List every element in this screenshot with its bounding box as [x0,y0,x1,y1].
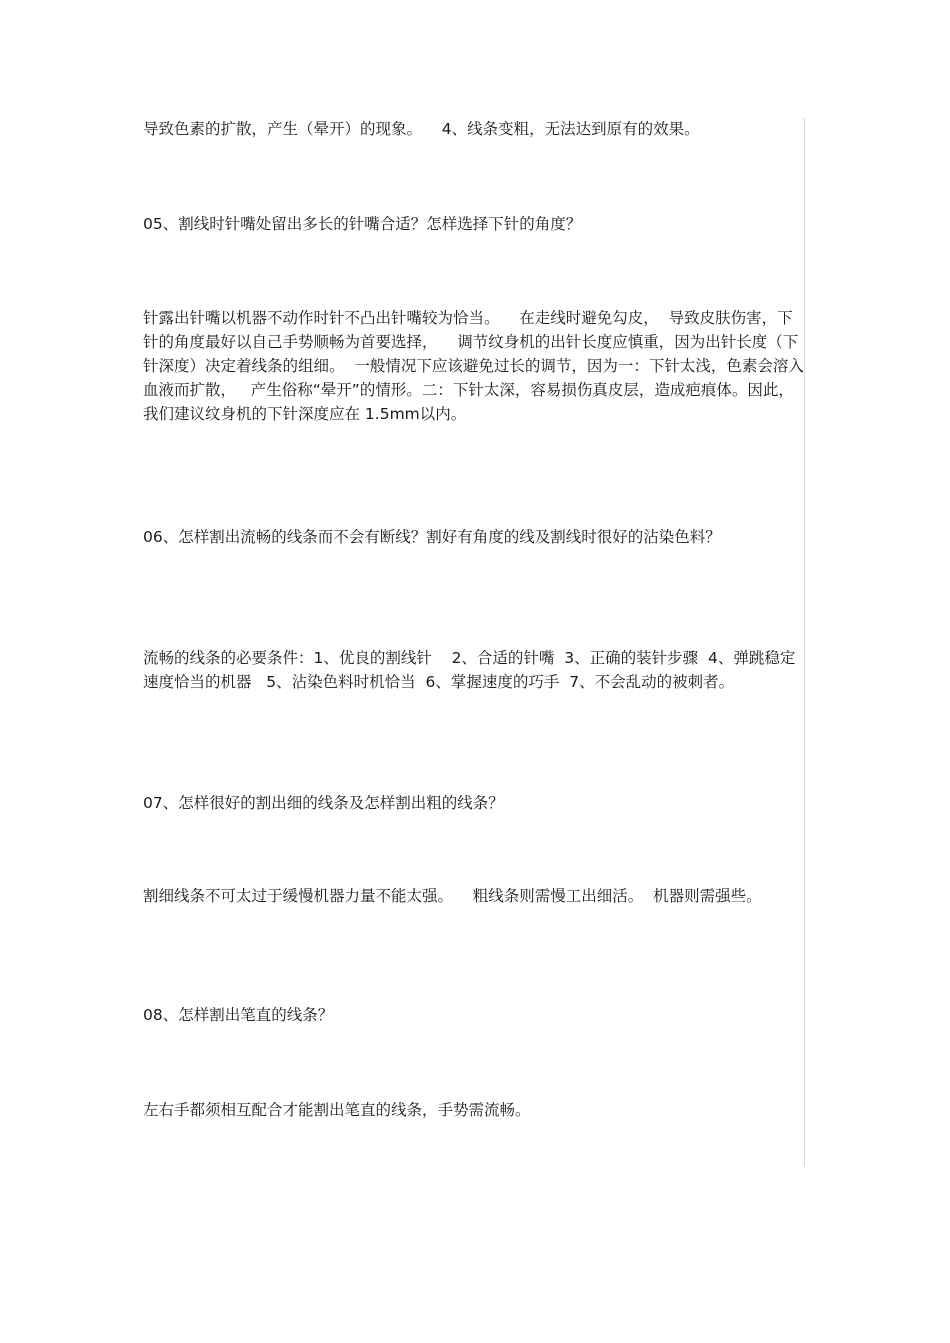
answer-06: 流畅的线条的必要条件：1、优良的割线针 2、合适的针嘴 3、正确的装针步骤 4、弹跳稳定速度恰当的机器 5、沾染色料时机恰当 6、掌握速度的巧手 7、不会乱动的被刺者。 [143,649,796,691]
question-05: 05、割线时针嘴处留出多长的针嘴合适？怎样选择下针的角度？ [143,215,582,233]
answer-07: 割细线条不可太过于缓慢机器力量不能太强。 粗线条则需慢工出细活。 机器则需强些。 [143,887,762,905]
question-06: 06、怎样割出流畅的线条而不会有断线？割好有角度的线及割线时很好的沾染色料？ [143,528,721,546]
answer-05: 针露出针嘴以机器不动作时针不凸出针嘴较为恰当。 在走线时避免勾皮， 导致皮肤伤害，下针的角度最好以自己手势顺畅为首要选择， 调节纹身机的出针长度应慎重，因为出针长度（下针深度）决定着线条的组细。 一般情况下应该避免过长的调节，因为一：下针太浅，色素会溶入血液而扩散， 产生俗称“晕开”的情形。二：下针太深，容易损伤真皮层，造成疤痕体。因此，我们建议纹身机的下针深度应在 1.5mm以内。 [143,309,804,423]
question-08: 08、怎样割出笔直的线条？ [143,1006,334,1024]
question-07: 07、怎样很好的割出细的线条及怎样割出粗的线条？ [143,794,504,812]
answer-08: 左右手都须相互配合才能割出笔直的线条，手势需流畅。 [143,1101,531,1119]
paragraph-continuation: 导致色素的扩散，产生（晕开）的现象。 4、线条变粗，无法达到原有的效果。 [143,120,700,138]
